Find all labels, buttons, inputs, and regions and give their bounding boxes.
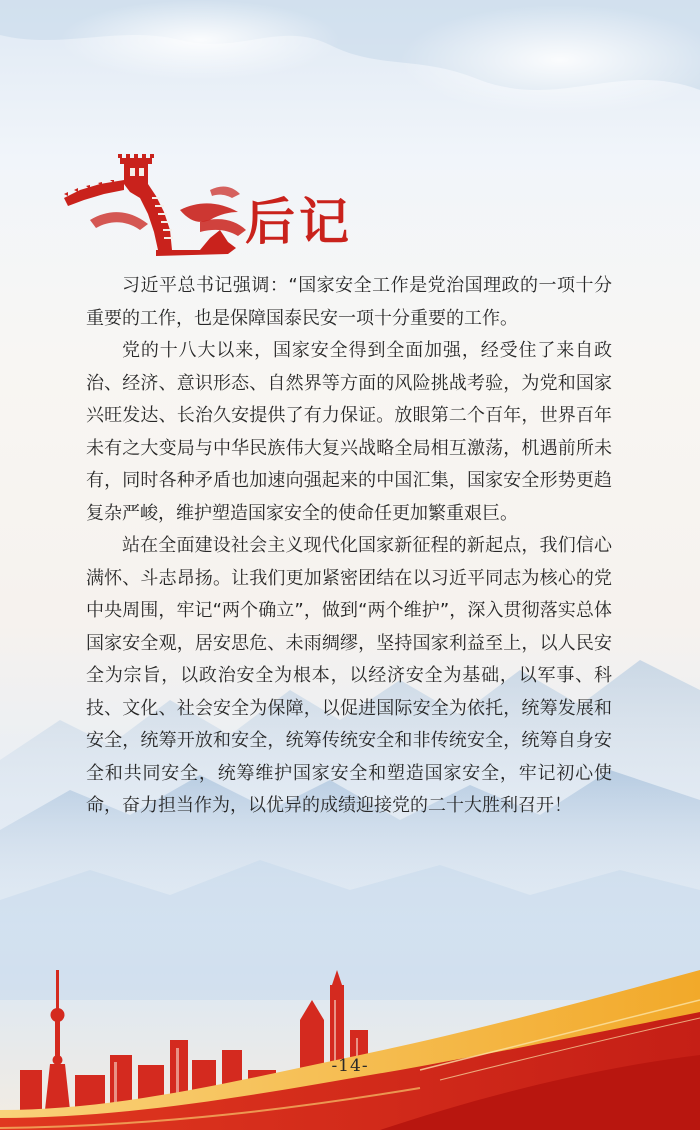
sky-clouds: [0, 0, 700, 115]
paragraph: 党的十八大以来，国家安全得到全面加强，经受住了来自政治、经济、意识形态、自然界等方面的风险挑战考验，为党和国家兴旺发达、长治久安提供了有力保证。放眼第二个百年，世界百年未有之大变局与中华民族伟大复兴战略全局相互激荡，机遇前所未有，同时各种矛盾也加速向强起来的中国汇集，国家安全形势更趋复杂严峻，维护塑造国家安全的使命任更加繁重艰巨。: [86, 340, 612, 524]
body-text: [86, 270, 612, 823]
paragraph: 站在全面建设社会主义现代化国家新征程的新起点，我们信心满怀、斗志昂扬。让我们更加紧密团结在以习近平同志为核心的党中央周围，牢记“两个确立”，做到“两个维护”，深入贯彻落实总体国家安全观，居安思危、未雨绸缪，坚持国家利益至上，以人民安全为宗旨，以政治安全为根本，以经济安全为基础，以军事、科技、文化、社会安全为保障，以促进国际安全为依托，统筹发展和安全，统筹开放和安全，统筹传统安全和非传统安全，统筹自身安全和共同安全，统筹维护国家安全和塑造国家安全，牢记初心使命，奋力担当作为，以优异的成绩迎接党的二十大胜利召开！: [86, 535, 612, 816]
paragraph: 习近平总书记强调：“国家安全工作是党治国理政的一项十分重要的工作，也是保障国泰民安一项十分重要的工作。: [86, 275, 612, 329]
city-skyline-illustration: [0, 960, 700, 1130]
page-number: -14-: [331, 1056, 369, 1076]
page-title: 后记: [245, 193, 353, 251]
